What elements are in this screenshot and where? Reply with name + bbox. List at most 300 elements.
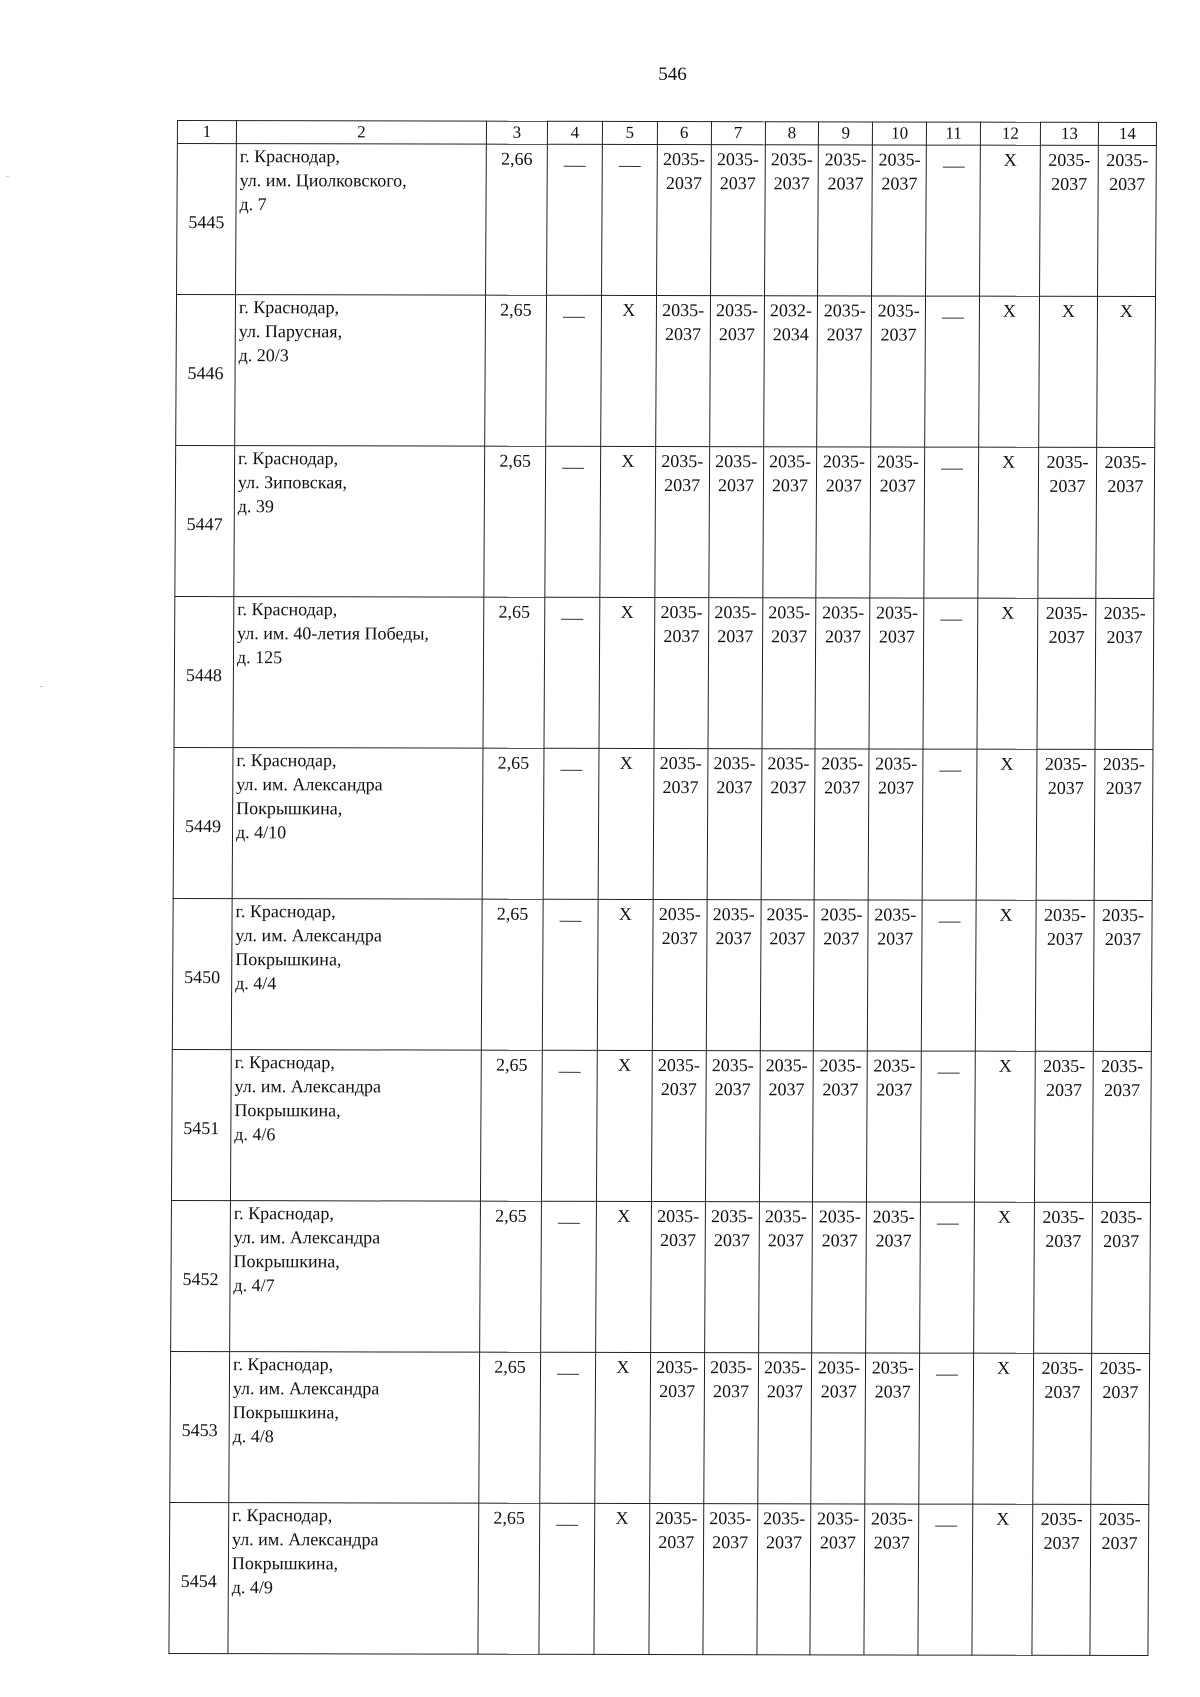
year-range-start: 2035- (710, 1357, 753, 1378)
cell-col-13 (1037, 598, 1096, 749)
year-range-end: 2037 (1103, 1079, 1141, 1101)
cell-col-4 (545, 446, 601, 597)
year-range-start: 2035- (1042, 1206, 1085, 1227)
year-range-start: 2035- (1043, 1055, 1086, 1076)
cell-value: Х (997, 1206, 1011, 1227)
address-line: г. Краснодар, (239, 146, 340, 167)
dash-mark (564, 166, 586, 167)
cell-col-11 (926, 145, 981, 296)
year-range-start: 2035- (818, 1206, 861, 1227)
cell-value: 2,65 (500, 299, 532, 320)
year-range-end: 2037 (768, 1079, 805, 1100)
year-range-start: 2035- (822, 451, 866, 472)
year-range-start: 2035- (767, 753, 810, 774)
cell-value: Х (996, 1508, 1010, 1529)
cell-col-14 (1093, 900, 1152, 1051)
cell-col-14 (1090, 1504, 1149, 1655)
dash-mark (935, 1525, 957, 1526)
cell-col-8 (756, 1504, 811, 1655)
year-range-end: 2037 (880, 324, 917, 345)
year-range-end: 2037 (770, 777, 807, 798)
year-range-end: 2037 (1047, 777, 1084, 798)
cell-col-11 (920, 1202, 975, 1353)
column-header-10: 10 (873, 122, 927, 145)
year-range-end: 2037 (1046, 928, 1083, 949)
cell-value: 2,65 (496, 903, 529, 924)
year-range-end: 2037 (1045, 1230, 1082, 1251)
address-line: ул. им. 40-летия Победы, (237, 623, 430, 644)
cell-col-13 (1032, 1504, 1091, 1655)
cell-col-13 (1038, 447, 1097, 598)
cell-value: Х (620, 601, 634, 622)
cell-col-12 (979, 296, 1040, 447)
address-cell (228, 1503, 479, 1655)
year-range-start: 2035- (1045, 602, 1088, 623)
cell-col-3 (484, 446, 546, 597)
cell-col-14 (1092, 1202, 1151, 1353)
cell-col-7 (706, 900, 761, 1051)
row-number: 5447 (175, 446, 235, 597)
year-range-start: 2035- (657, 1055, 701, 1076)
address-line: Покрышкина, (234, 1100, 341, 1121)
row-number: 5445 (177, 144, 237, 295)
cell-col-7 (705, 1051, 760, 1202)
year-range-start: 2035- (878, 149, 921, 170)
cell-col-7 (710, 145, 765, 296)
cell-col-12 (975, 900, 1036, 1051)
row-number: 5451 (171, 1049, 231, 1200)
year-range-end: 2037 (712, 1381, 750, 1402)
cell-col-11 (924, 447, 979, 598)
cell-col-4 (540, 1352, 596, 1503)
address-line: д. 4/10 (235, 822, 287, 843)
cell-col-10 (868, 900, 923, 1051)
cell-col-5 (601, 295, 657, 446)
address-line: д. 4/4 (235, 973, 277, 994)
row-number: 5448 (174, 597, 234, 748)
address-line: г. Краснодар, (234, 1052, 335, 1073)
cell-col-12 (973, 1353, 1034, 1504)
address-cell (233, 597, 484, 749)
year-range-start: 2035- (820, 904, 863, 925)
year-range-start: 2035- (657, 1206, 700, 1227)
cell-col-6 (654, 598, 709, 749)
year-range-end: 2037 (824, 626, 862, 647)
cell-value: Х (1001, 602, 1015, 623)
year-range-end: 2037 (825, 475, 862, 496)
address-line: ул. Парусная, (238, 321, 343, 342)
year-range-start: 2035- (871, 1357, 914, 1378)
cell-col-11 (925, 296, 980, 447)
cell-value: 2,65 (495, 1205, 527, 1226)
year-range-end: 2037 (664, 324, 702, 345)
year-range-end: 2037 (874, 1381, 911, 1402)
row-number: 5446 (176, 295, 236, 446)
cell-col-6 (656, 145, 711, 296)
cell-col-9 (817, 296, 872, 447)
cell-col-13 (1036, 749, 1095, 900)
cell-col-13 (1034, 1202, 1093, 1353)
year-range-start: 2035- (821, 753, 864, 774)
year-range-end: 2037 (765, 1532, 803, 1553)
year-range-start: 2035- (819, 1055, 862, 1076)
cell-value: 2,65 (493, 1507, 526, 1528)
cell-col-10 (865, 1353, 920, 1504)
cell-col-11 (921, 900, 976, 1051)
year-range-start: 2035- (662, 300, 705, 321)
column-header-6: 6 (657, 122, 711, 145)
cell-col-7 (709, 296, 764, 447)
year-range-end: 2037 (771, 626, 808, 647)
year-range-end: 2037 (1043, 1532, 1080, 1553)
cell-col-7 (708, 598, 763, 749)
cell-col-6 (650, 1202, 705, 1353)
address-line: г. Краснодар, (232, 1505, 333, 1526)
year-range-start: 2035- (876, 451, 919, 472)
cell-value: Х (1002, 451, 1016, 472)
cell-col-12 (978, 447, 1039, 598)
year-range-start: 2035- (1048, 149, 1091, 170)
year-range-start: 2035- (873, 1055, 916, 1076)
year-range-end: 2037 (659, 1381, 696, 1402)
cell-col-3 (479, 1352, 541, 1503)
address-line: ул. им. Александра (236, 774, 383, 795)
cell-col-5 (594, 1503, 650, 1654)
row-number: 5453 (170, 1351, 230, 1502)
cell-col-9 (815, 598, 870, 749)
year-range-start: 2035- (709, 1508, 752, 1529)
cell-col-11 (919, 1353, 974, 1504)
address-cell (231, 899, 482, 1051)
year-range-start: 2035- (712, 904, 755, 925)
year-range-end: 2037 (771, 475, 809, 496)
year-range-end: 2037 (1049, 475, 1086, 496)
year-range-start: 2035- (711, 1055, 754, 1076)
registry-table-container (168, 120, 1157, 1656)
year-range-start: 2035- (658, 904, 701, 925)
year-range-end: 2037 (660, 1079, 697, 1100)
cell-col-3 (485, 295, 547, 446)
cell-col-12 (974, 1202, 1035, 1353)
address-line: Покрышкина, (236, 798, 343, 819)
dash-mark (562, 468, 584, 469)
table-row (171, 1049, 1151, 1202)
year-range-end: 2037 (1109, 173, 1146, 195)
cell-col-12 (976, 749, 1037, 900)
column-header-2: 2 (236, 121, 486, 145)
address-line: д. 125 (236, 647, 283, 668)
year-range-start: 2035- (660, 602, 703, 623)
cell-value: 2,65 (494, 1356, 526, 1377)
year-range-end: 2037 (827, 173, 864, 194)
cell-col-6 (651, 1051, 706, 1202)
column-header-5: 5 (602, 121, 657, 144)
cell-col-9 (816, 447, 871, 598)
address-line: ул. им. Александра (235, 925, 382, 946)
cell-col-6 (655, 296, 710, 447)
year-range-end: 2037 (1104, 928, 1141, 950)
cell-col-5 (600, 446, 656, 597)
address-line: г. Краснодар, (233, 1203, 335, 1224)
year-range-end: 2037 (773, 173, 810, 194)
cell-col-11 (918, 1504, 973, 1655)
cell-col-5 (595, 1352, 651, 1503)
year-range-end: 2037 (821, 1230, 858, 1251)
column-header-11: 11 (927, 122, 981, 145)
year-range-end: 2037 (1048, 626, 1085, 647)
year-range-start: 2035- (659, 753, 702, 774)
year-range-end: 2037 (1106, 626, 1143, 648)
cell-col-8 (760, 900, 815, 1051)
address-cell (229, 1352, 480, 1504)
cell-value: Х (1003, 149, 1017, 170)
address-line: г. Краснодар, (236, 750, 337, 771)
dash-mark (936, 1374, 958, 1375)
cell-col-3 (480, 1201, 542, 1352)
year-range-end: 2037 (769, 928, 806, 949)
cell-value: Х (616, 1356, 630, 1377)
year-range-start: 2035- (1102, 753, 1145, 775)
address-line: г. Краснодар, (237, 599, 338, 620)
cell-value: Х (617, 1205, 631, 1226)
cell-col-10 (868, 749, 923, 900)
year-range-start: 2035- (656, 1357, 699, 1378)
year-range-start: 2035- (875, 602, 919, 623)
year-range-start: 2035- (710, 1206, 754, 1227)
year-range-start: 2035- (763, 1508, 806, 1529)
year-range-end: 2037 (665, 173, 702, 194)
year-range-start: 2035- (770, 149, 813, 170)
cell-col-3 (482, 748, 544, 899)
address-line: г. Краснодар, (238, 297, 340, 318)
cell-col-14 (1097, 145, 1156, 296)
cell-col-9 (815, 749, 870, 900)
year-range-start: 2035- (662, 149, 706, 170)
address-line: д. 4/8 (232, 1426, 274, 1447)
cell-value: 2,65 (499, 450, 531, 471)
year-range-end: 2037 (826, 324, 863, 345)
cell-col-7 (709, 447, 764, 598)
year-range-start: 2035- (823, 300, 866, 321)
year-range-start: 2035- (1104, 451, 1147, 473)
year-range-start: 2035- (1046, 451, 1089, 472)
year-range-start: 2035- (1041, 1357, 1084, 1378)
year-range-end: 2037 (714, 1079, 751, 1100)
dash-mark (937, 1072, 959, 1073)
year-range-start: Х (1119, 300, 1133, 322)
cell-col-4 (541, 1050, 597, 1201)
address-line: ул. им. Александра (231, 1529, 379, 1550)
dash-mark (559, 921, 581, 922)
dash-mark (559, 1072, 581, 1073)
year-range-start: 2035- (1106, 149, 1149, 171)
address-line: ул. им. Александра (233, 1227, 381, 1248)
cell-col-3 (481, 899, 543, 1050)
year-range-end: 2037 (1102, 1381, 1139, 1403)
cell-col-8 (761, 749, 816, 900)
cell-col-6 (652, 900, 707, 1051)
cell-col-4 (546, 295, 602, 446)
dash-mark (940, 619, 962, 620)
year-range-end: 2037 (661, 928, 698, 949)
row-number: 5454 (169, 1502, 229, 1653)
row-number: 5452 (171, 1200, 231, 1351)
cell-col-9 (810, 1504, 865, 1655)
cell-col-3 (480, 1050, 542, 1201)
address-line: г. Краснодар, (232, 1354, 334, 1375)
year-range-start: 2035- (822, 602, 865, 623)
year-range-end: 2037 (766, 1381, 803, 1402)
year-range-end: 2037 (659, 1230, 697, 1251)
year-range-start: 2035- (872, 1206, 915, 1227)
address-line: Покрышкина, (235, 949, 342, 970)
dash-mark (556, 1525, 578, 1526)
cell-col-7 (704, 1202, 759, 1353)
cell-col-6 (653, 749, 708, 900)
year-range-end: 2037 (664, 475, 701, 496)
dash-mark (557, 1374, 579, 1375)
scan-speck (40, 686, 43, 687)
cell-col-10 (867, 1051, 922, 1202)
cell-col-7 (703, 1504, 758, 1655)
year-range-end: 2037 (873, 1532, 910, 1553)
year-range-end: 2037 (1103, 1230, 1140, 1252)
dash-mark (942, 166, 964, 167)
cell-col-6 (649, 1504, 704, 1655)
cell-col-13 (1035, 900, 1094, 1051)
year-range-start: 2035- (655, 1508, 698, 1529)
year-range-end: 2037 (1051, 173, 1088, 194)
year-range-start: 2035- (769, 451, 812, 472)
dash-mark (558, 1223, 580, 1224)
year-range-end: 2037 (823, 928, 860, 949)
year-range-start: 2035- (1099, 1357, 1142, 1379)
cell-col-5 (596, 1050, 652, 1201)
cell-col-5 (597, 899, 653, 1050)
dash-mark (936, 1223, 958, 1224)
year-range-start: 2035- (816, 1508, 860, 1529)
year-range-start: Х (1061, 300, 1075, 321)
cell-value: 2,65 (498, 601, 531, 622)
year-range-start: 2035- (713, 753, 756, 774)
cell-col-11 (921, 1051, 976, 1202)
year-range-end: 2037 (877, 777, 915, 798)
year-range-end: 2037 (1044, 1381, 1081, 1402)
address-cell (235, 295, 486, 447)
cell-col-14 (1091, 1353, 1150, 1504)
cell-col-8 (757, 1353, 812, 1504)
dash-mark (563, 317, 585, 318)
year-range-end: 2037 (1101, 1532, 1138, 1554)
row-number: 5449 (173, 747, 233, 898)
dash-mark (561, 619, 583, 620)
cell-value: 2,65 (495, 1054, 528, 1075)
cell-col-4 (542, 899, 598, 1050)
address-cell (232, 748, 483, 900)
column-header-7: 7 (711, 122, 765, 145)
cell-col-14 (1097, 296, 1156, 447)
year-range-end: 2037 (662, 777, 699, 798)
year-range-end: 2037 (663, 626, 700, 647)
table-row (176, 295, 1156, 448)
cell-col-10 (869, 598, 924, 749)
year-range-start: 2035- (1040, 1508, 1083, 1529)
year-range-start: 2035- (1101, 904, 1145, 926)
dash-mark (619, 166, 641, 167)
cell-col-4 (541, 1201, 597, 1352)
year-range-end: 2037 (819, 1532, 856, 1553)
cell-col-6 (650, 1353, 705, 1504)
cell-col-4 (543, 748, 599, 899)
address-line: г. Краснодар, (235, 901, 336, 922)
cell-col-12 (972, 1504, 1033, 1655)
year-range-start: 2035- (1103, 602, 1146, 624)
address-line: ул. им. Александра (232, 1378, 380, 1399)
cell-col-13 (1039, 296, 1098, 447)
registry-table (168, 120, 1157, 1656)
year-range-start: 2032- (769, 300, 812, 321)
year-range-start: 2035- (1100, 1206, 1143, 1228)
year-range-end: 2037 (1107, 475, 1144, 497)
cell-col-10 (870, 447, 925, 598)
cell-value: Х (621, 450, 635, 471)
cell-value: Х (622, 299, 636, 320)
year-range-start: 2035- (1044, 753, 1087, 774)
row-number: 5450 (172, 898, 232, 1049)
year-range-start: 2035- (764, 1206, 807, 1227)
cell-col-13 (1033, 1353, 1092, 1504)
table-row (172, 898, 1152, 1051)
address-cell (235, 144, 486, 296)
year-range-end: 2037 (875, 1230, 912, 1251)
year-range-end: 2037 (658, 1532, 695, 1553)
year-range-end: 2037 (878, 626, 915, 647)
year-range-end: 2037 (717, 626, 754, 647)
address-line: ул. им. Циолковского, (239, 170, 407, 191)
dash-mark (941, 468, 963, 469)
year-range-start: 2035- (715, 300, 759, 321)
year-range-end: 2037 (713, 1230, 750, 1251)
cell-col-14 (1092, 1051, 1151, 1202)
cell-value: Х (1002, 300, 1017, 321)
column-header-14: 14 (1098, 122, 1156, 145)
address-line: д. 4/7 (233, 1275, 275, 1296)
cell-col-6 (655, 447, 710, 598)
table-row (169, 1502, 1149, 1655)
table-row (170, 1351, 1150, 1504)
cell-col-14 (1095, 598, 1154, 749)
year-range-end: 2037 (712, 1532, 749, 1553)
address-line: д. 4/9 (231, 1577, 273, 1598)
column-header-3: 3 (486, 121, 547, 144)
cell-col-10 (864, 1504, 919, 1655)
cell-col-8 (759, 1051, 814, 1202)
cell-col-3 (478, 1503, 540, 1654)
dash-mark (560, 770, 582, 771)
cell-col-8 (764, 145, 819, 296)
dash-mark (938, 921, 960, 922)
year-range-start: 2035- (765, 1055, 808, 1076)
table-row (177, 144, 1157, 297)
cell-col-8 (762, 598, 817, 749)
year-range-start: 2035- (875, 753, 918, 774)
column-header-12: 12 (980, 122, 1040, 145)
page-number: 546 (658, 64, 687, 85)
address-line: г. Краснодар, (238, 448, 339, 469)
year-range-end: 2037 (718, 324, 755, 345)
column-header-8: 8 (765, 122, 819, 145)
cell-value: Х (998, 1055, 1012, 1076)
